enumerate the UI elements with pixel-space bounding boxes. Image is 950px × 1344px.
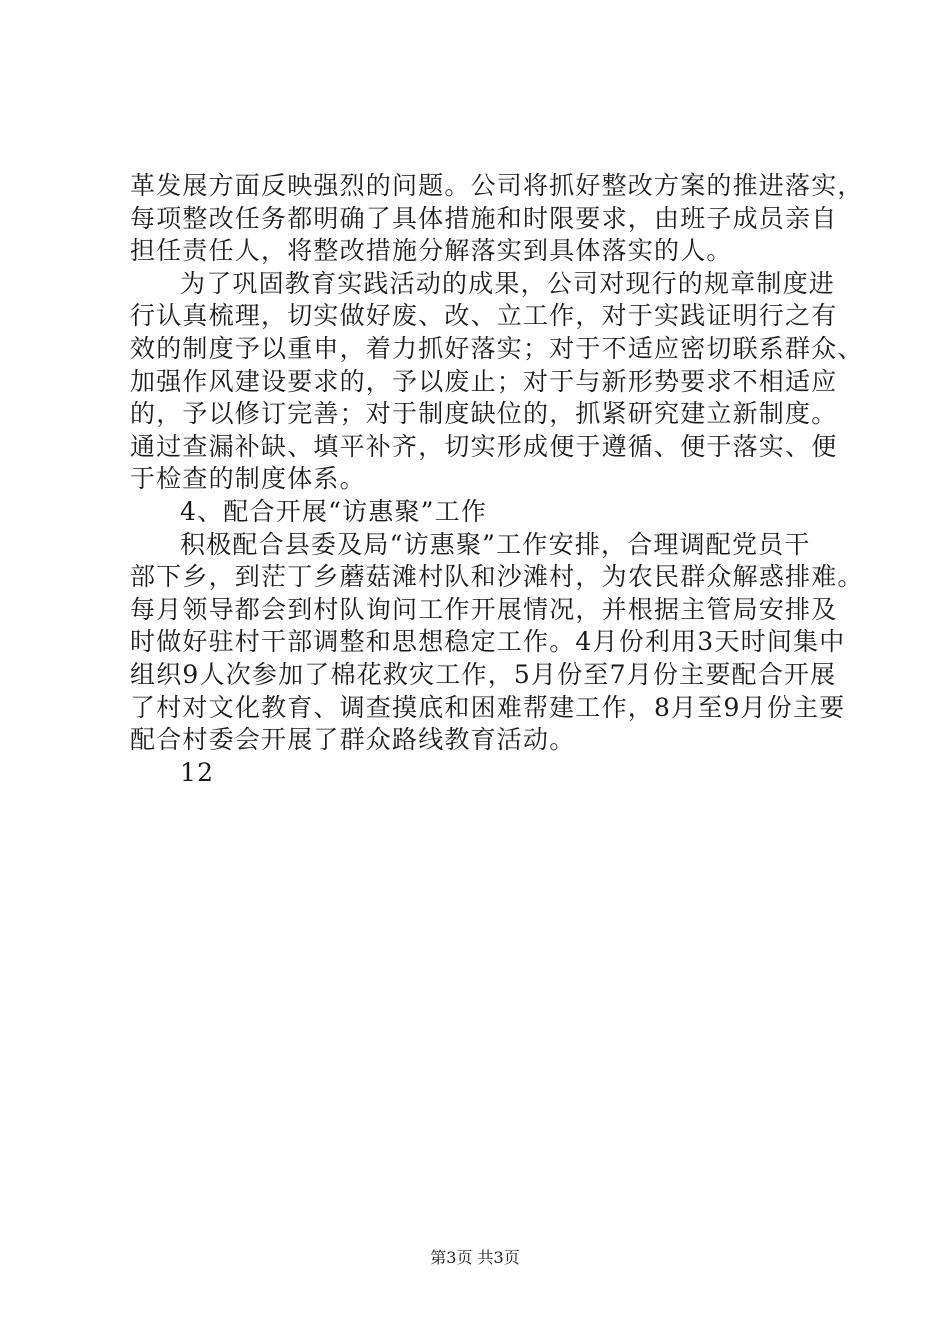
text-line: 部下乡，到茫丁乡蘑菇滩村队和沙滩村，为农民群众解惑排难。 [130, 562, 864, 592]
page-footer [0, 1245, 950, 1268]
document-body [130, 170, 864, 789]
text-line: 行认真梳理，切实做好废、改、立工作，对于实践证明行之有 [130, 301, 838, 331]
text-line: 于检查的制度体系。 [130, 464, 366, 494]
text-line: 革发展方面反映强烈的问题。公司将抓好整改方案的推进落实， [130, 171, 864, 200]
text-line: 每月领导都会到村队询问工作开展情况，并根据主管局安排及 [130, 594, 838, 624]
text-line: 加强作风建设要求的，予以废止；对于与新形势要求不相适应 [130, 366, 838, 396]
text-line: 了村对文化教育、调查摸底和困难帮建工作，8月至9月份主要 [130, 692, 846, 722]
text-line: 为了巩固教育实践活动的成果，公司对现行的规章制度进 [180, 268, 836, 298]
text-line: 的，予以修订完善；对于制度缺位的，抓紧研究建立新制度。 [130, 399, 838, 429]
text-line: 每项整改任务都明确了具体措施和时限要求，由班子成员亲自 [130, 203, 838, 233]
text-line: 组织9人次参加了棉花救灾工作，5月份至7月份主要配合开展 [130, 659, 837, 689]
paragraph-regulations [130, 268, 864, 496]
text-line: 12 [180, 757, 215, 787]
text-line: 通过查漏补缺、填平补齐，切实形成便于遵循、便于落实、便 [130, 431, 838, 461]
page-number-label: 第3页 共3页 [430, 1248, 520, 1267]
section-heading [130, 496, 830, 529]
text-line: 时做好驻村干部调整和思想稳定工作。4月份利用3天时间集中 [130, 627, 846, 657]
text-line: 配合村委会开展了群众路线教育活动。 [130, 725, 576, 755]
paragraph-fanghuiju [130, 529, 864, 757]
text-line: 担任责任人，将整改措施分解落实到具体落实的人。 [130, 236, 733, 266]
heading-line: 4、配合开展“访惠聚”工作 [180, 496, 488, 526]
paragraph-number [130, 757, 830, 790]
text-line: 积极配合县委及局“访惠聚”工作安排，合理调配党员干 [180, 529, 811, 559]
text-line: 效的制度予以重申，着力抓好落实；对于不适应密切联系群众、 [130, 333, 864, 363]
paragraph-rectification [130, 170, 864, 268]
